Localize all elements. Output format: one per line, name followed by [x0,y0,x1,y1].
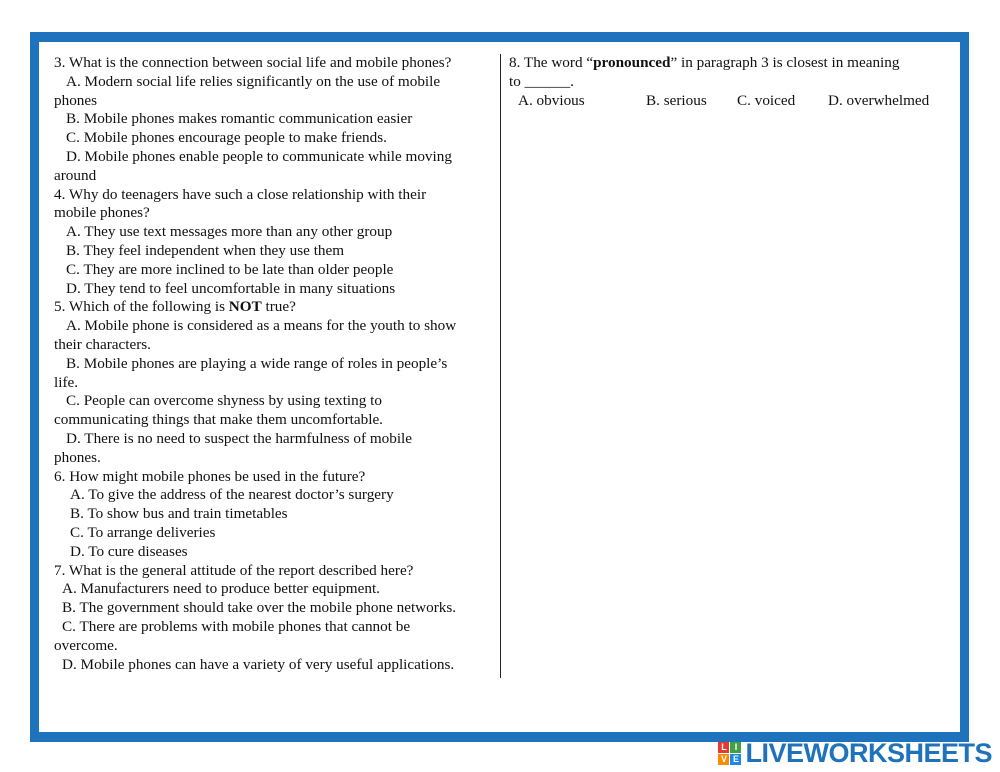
option-b: B. serious [646,91,707,109]
text-line: A. To give the address of the nearest doctor’s surgery [70,486,394,504]
text-line: 5. Which of the following is NOT true? [54,298,296,316]
text-line: A. They use text messages more than any other group [66,223,393,241]
text-line: 4. Why do teenagers have such a close relationship with their [54,185,427,203]
text-line: C. They are more inclined to be late than older people [66,260,394,278]
logo-mark-icon [718,742,741,765]
text-line: B. They feel independent when they use them [66,241,345,259]
text-line: D. Mobile phones enable people to communicate while moving [66,147,452,165]
text-line: C. People can overcome shyness by using texting to [66,392,382,410]
right-column [509,54,949,110]
text-line: A. Manufacturers need to produce better equipment. [62,580,380,598]
text-line: overcome. [54,636,118,654]
text-line: life. [54,373,79,391]
question-8-blank-line: to ______. [509,72,574,90]
question-8: 8. The word “pronounced” in paragraph 3 is closest in meaning [509,54,900,71]
text-line: B. Mobile phones makes romantic communication easier [66,110,413,128]
text-line: C. Mobile phones encourage people to make friends. [66,129,387,147]
text-line: 6. How might mobile phones be used in the future? [54,467,366,485]
option-c: C. voiced [737,91,796,109]
logo-mark-letter: E [730,754,741,765]
text-line: D. They tend to feel uncomfortable in many situations [66,279,396,297]
worksheet-page [39,42,960,732]
text-line: A. Modern social life relies significantly on the use of mobile [66,72,441,90]
text-line: B. The government should take over the mobile phone networks. [62,599,457,617]
text-line: 3. What is the connection between social life and mobile phones? [54,54,452,71]
text-line: their characters. [54,335,151,353]
column-divider [500,54,501,678]
liveworksheets-logo[interactable] [718,738,992,768]
text-line: C. There are problems with mobile phones that cannot be [62,617,411,635]
text-line: communicating things that make them uncomfortable. [54,411,383,429]
text-line: phones [54,91,98,109]
text-line: C. To arrange deliveries [70,523,216,541]
question-8-options [509,92,949,111]
text-line: D. There is no need to suspect the harmfulness of mobile [66,429,412,447]
logo-mark-letter: L [718,742,729,753]
logo-mark-letter: I [730,742,741,753]
text-line: around [54,166,97,184]
text-line: mobile phones? [54,204,150,222]
text-line: A. Mobile phone is considered as a means for the youth to show [66,317,457,335]
logo-text: LIVEWORKSHEETS [745,737,992,768]
option-d: D. overwhelmed [828,91,930,109]
text-line: B. Mobile phones are playing a wide range of roles in people’s [66,354,448,372]
text-line: B. To show bus and train timetables [70,505,288,523]
text-line: phones. [54,448,101,466]
text-line: D. Mobile phones can have a variety of very useful applications. [62,655,455,673]
text-line: D. To cure diseases [70,542,188,560]
logo-mark-letter: V [718,754,729,765]
option-a: A. obvious [518,91,585,109]
text-line: 7. What is the general attitude of the report described here? [54,561,414,579]
left-column [54,54,499,674]
